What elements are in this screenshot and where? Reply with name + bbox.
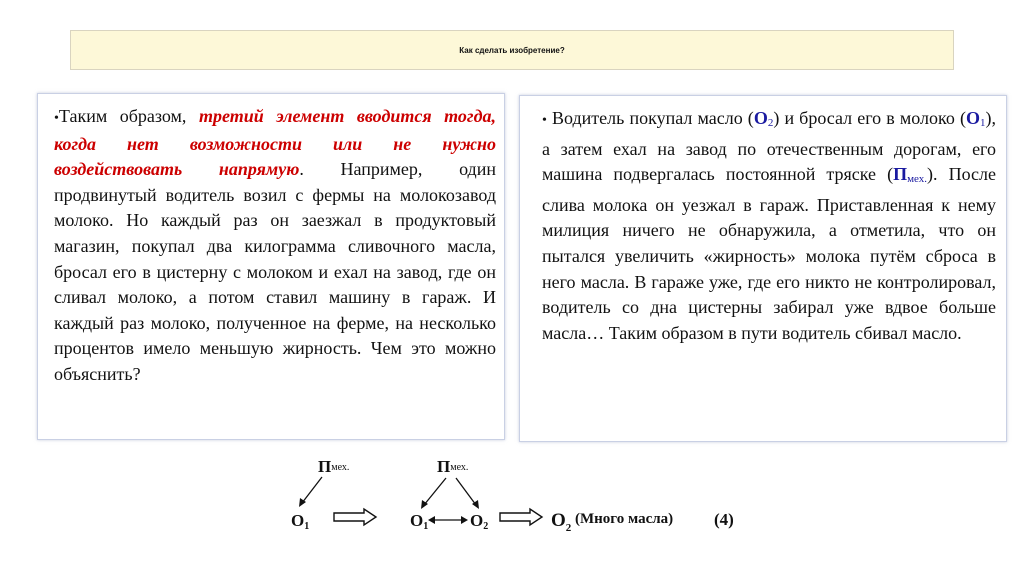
diagram-o2-result: $О_2$	[551, 510, 572, 534]
diagram-p-label-1: Пмех.	[318, 457, 350, 476]
diagram-result-label: (Много масла)	[575, 511, 674, 527]
symbol-o2: О2	[753, 108, 774, 129]
right-text-1: Водитель покупал масло (	[546, 108, 754, 128]
diagram-implies-arrow-1	[334, 509, 376, 525]
diagram-arrow-p-o1	[424, 478, 446, 505]
diagram-arrow-p-o2	[456, 478, 476, 505]
diagram-equation-number: (4)	[714, 510, 734, 529]
left-highlight-text: третий элемент вводится тогда, когда нет возможности или не нужно воздействовать напрямую	[54, 106, 496, 180]
symbol-o1: О1	[965, 108, 986, 129]
slide-title: Как сделать изобретение?	[459, 45, 565, 55]
symbol-p-mech: Пмех.	[893, 164, 928, 186]
left-bullet: •	[54, 111, 59, 126]
right-text-3: ), а затем ехал на завод по отечественным дорогам, его машина подвергалась постоянной тряске (	[542, 108, 996, 185]
left-rest-text: . Например, один продвинутый водитель возил с фермы на молокозавод молоко. Но каждый раз он заезжал в продуктовый магазин, покупал два килограмма сливочного масла, бросал его в цистерну с молоком и ехал на завод, где он сливал молоко, а потом ставил машину в гараж. И каждый раз молоко, полученное на ферме, на несколько процентов имело меньшую жирность. Чем это можно объяснить?	[54, 159, 496, 384]
right-text-4: ). После слива молока он уезжал в гараж. Приставленная к нему милиция ничего не обнаружила, а отметила, что он пытался увеличить «жирность» молока путём сброса в него масла. В гараже уже, где его никто не контролировал, водитель со дна цистерны забирал уже вдвое больше масла… Таким образом в пути водитель сбивал масло.	[542, 164, 996, 343]
right-text-2: ) и бросал его в молоко (	[773, 108, 966, 128]
left-intro-text: Таким образом,	[58, 106, 199, 126]
diagram-p-label-2: Пмех.	[437, 457, 469, 476]
diagram-arrowhead-4	[428, 516, 435, 524]
diagram-arrow-p-o1-first	[302, 477, 322, 503]
diagram-implies-arrow-2	[500, 509, 542, 525]
diagram-o2-second: О2	[470, 511, 489, 532]
diagram-o1-second: О1	[410, 511, 429, 532]
diagram-o1-first: О1	[291, 511, 310, 532]
diagram-arrowhead-5	[461, 516, 468, 524]
right-bullet: •	[542, 113, 547, 128]
